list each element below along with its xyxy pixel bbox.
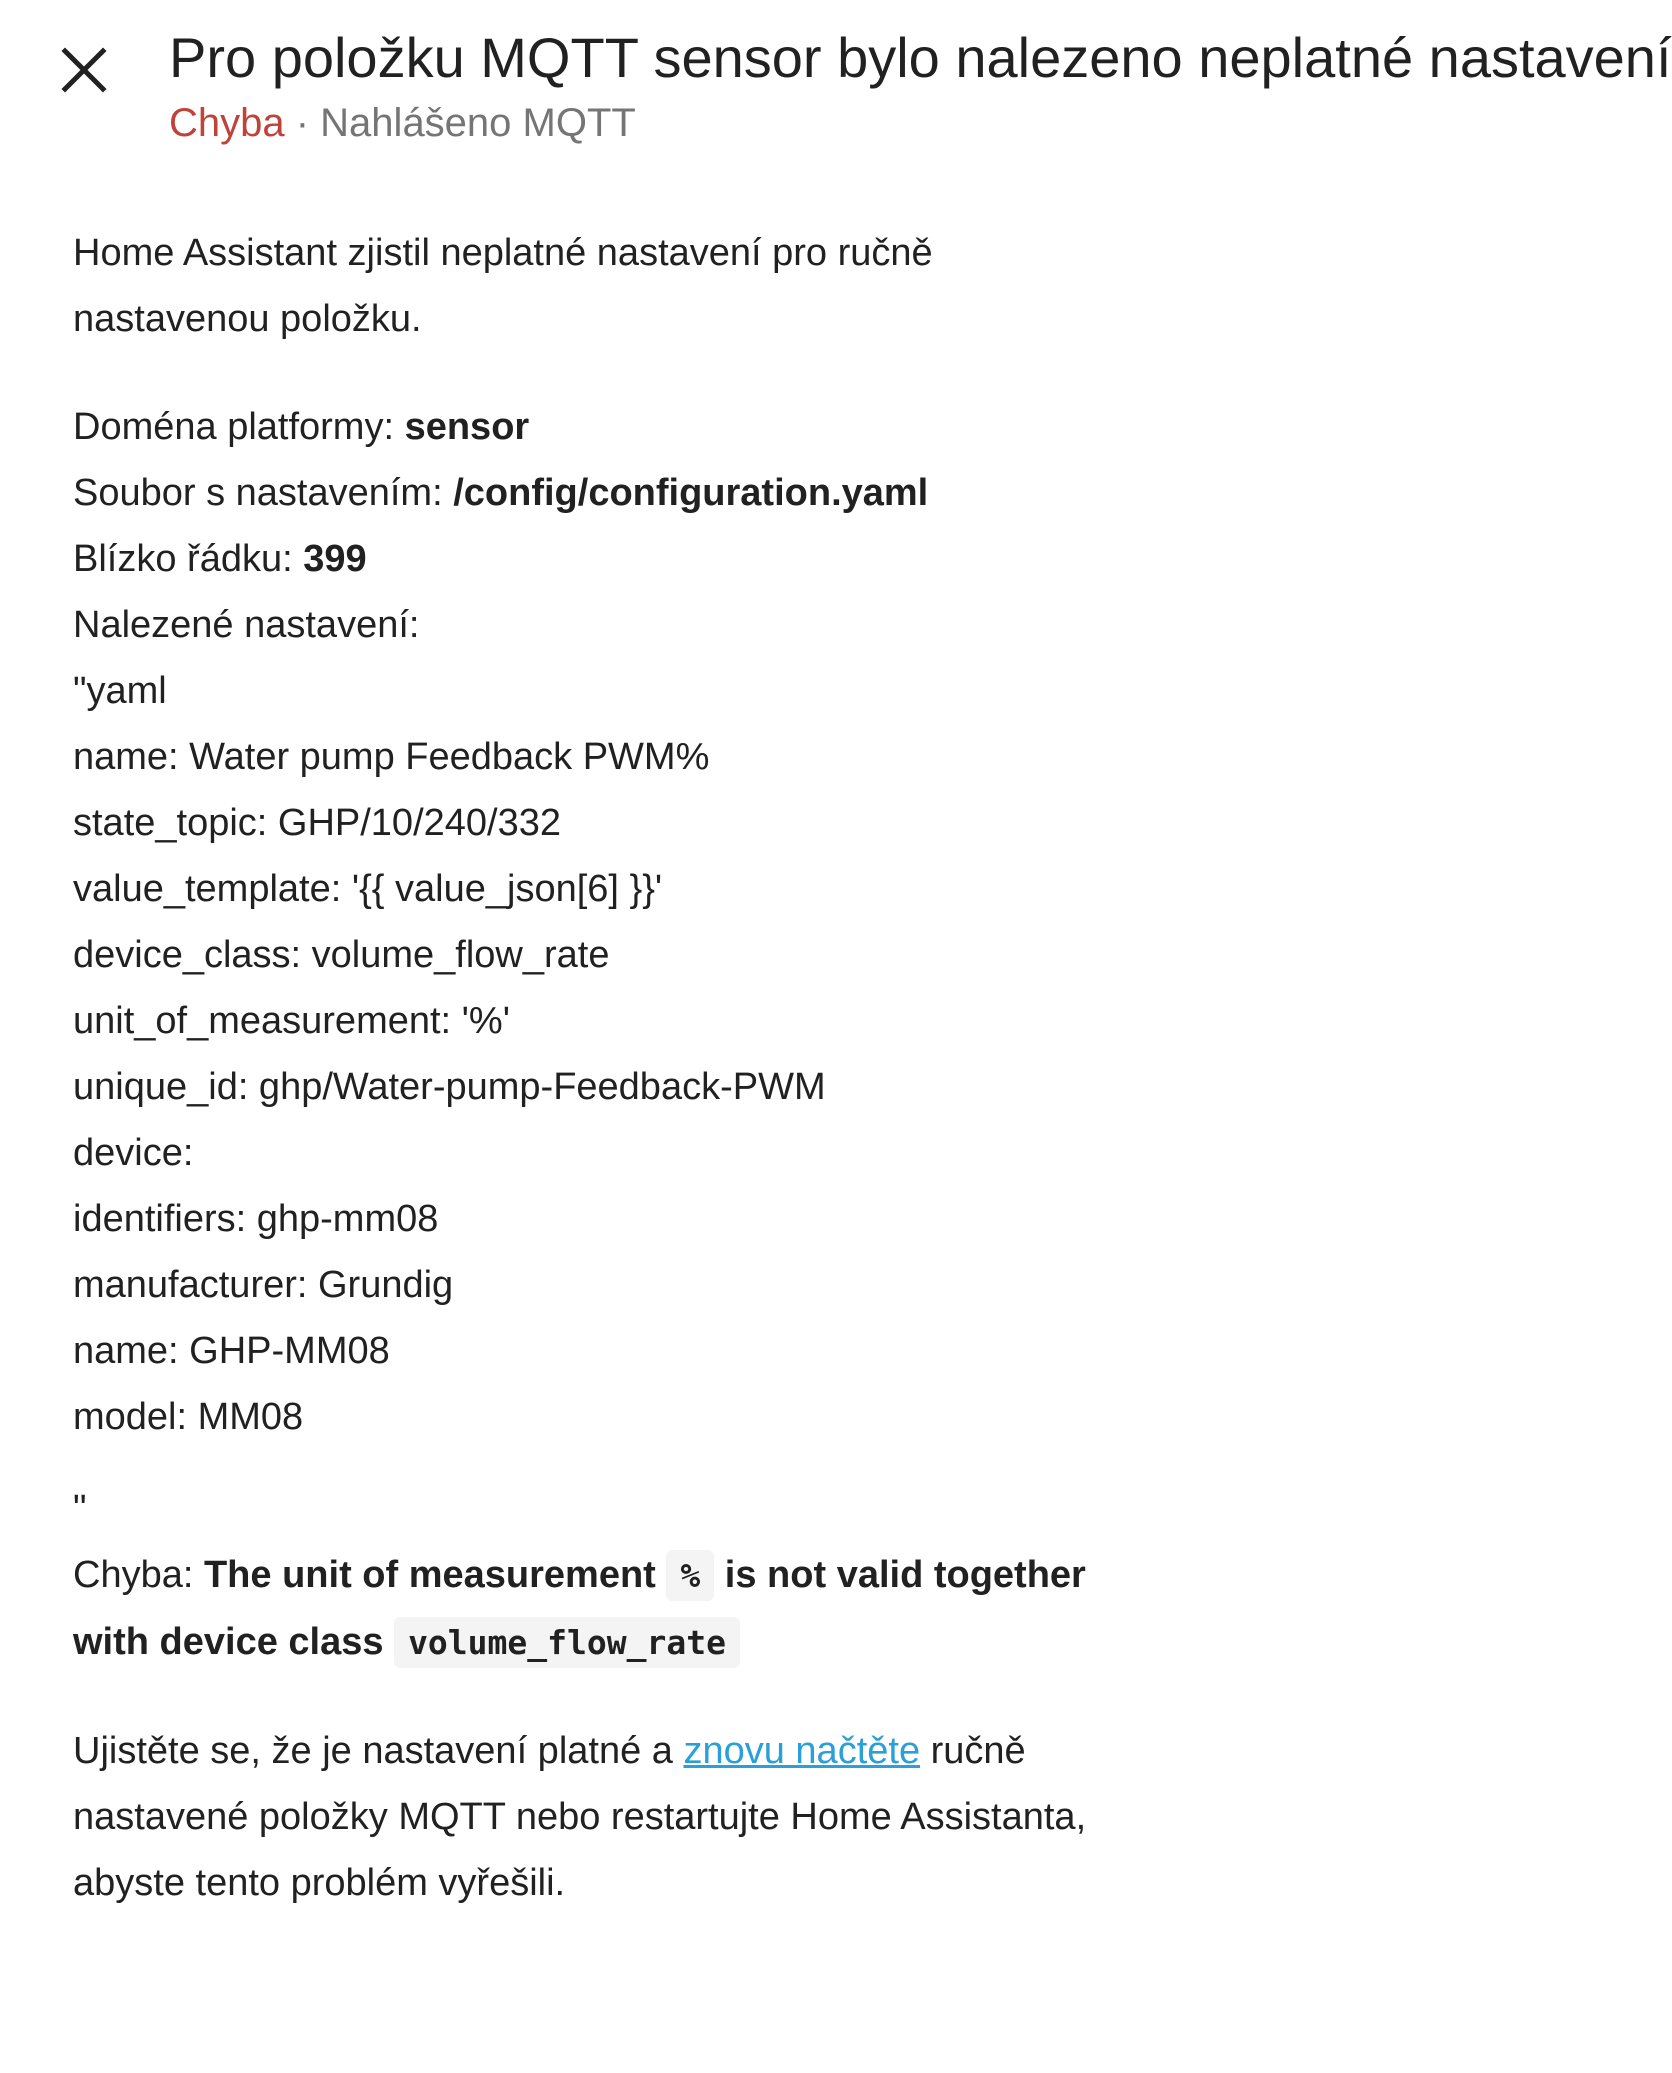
error-text-part2: is not valid together with device class: [73, 1554, 1086, 1663]
yaml-line: identifiers: ghp-mm08: [73, 1198, 439, 1240]
yaml-open-marker: "yaml: [73, 670, 167, 712]
error-unit-code: %: [666, 1550, 714, 1601]
yaml-line: value_template: '{{ value_json[6] }}': [73, 868, 663, 910]
resolve-instructions: [73, 1718, 1113, 1916]
config-file-row: [73, 460, 1113, 526]
error-message: [73, 1542, 1113, 1676]
platform-domain-row: [73, 394, 1113, 460]
severity-label: Chyba: [169, 101, 285, 145]
yaml-line: name: GHP-MM08: [73, 1330, 390, 1372]
platform-domain-value: sensor: [404, 406, 530, 448]
close-button[interactable]: [44, 30, 124, 110]
yaml-close-marker: ": [73, 1488, 87, 1530]
error-label: Chyba:: [73, 1554, 204, 1596]
spacer: [73, 1450, 1113, 1476]
error-device-class-code: volume_flow_rate: [394, 1617, 740, 1668]
yaml-line: manufacturer: Grundig: [73, 1264, 454, 1306]
near-line-label: Blízko řádku:: [73, 538, 304, 580]
yaml-line: unique_id: ghp/Water-pump-Feedback-PWM: [73, 1066, 826, 1108]
found-config-label: Nalezené nastavení:: [73, 604, 420, 646]
close-icon: [59, 45, 109, 95]
dialog-header: [0, 0, 1672, 170]
yaml-line: device:: [73, 1132, 194, 1174]
yaml-line: state_topic: GHP/10/240/332: [73, 802, 561, 844]
intro-text: Home Assistant zjistil neplatné nastavení pro ručně nastavenou položku.: [73, 232, 933, 340]
near-line-row: [73, 526, 1113, 592]
resolve-text-after: ručně nastavené položky MQTT nebo restartujte Home Assistanta, abyste tento problém vyřešili.: [73, 1730, 1087, 1904]
details-block: [73, 394, 1113, 1542]
yaml-line: unit_of_measurement: '%': [73, 1000, 510, 1042]
reported-by-label: Nahlášeno MQTT: [320, 101, 636, 145]
dialog-title: Pro položku MQTT sensor bylo nalezeno neplatné nastavení: [169, 26, 1672, 89]
yaml-line: name: Water pump Feedback PWM%: [73, 736, 710, 778]
reload-link[interactable]: znovu načtěte: [683, 1730, 921, 1772]
yaml-line: device_class: volume_flow_rate: [73, 934, 610, 976]
dialog-content: [73, 220, 1113, 1916]
dialog-subtitle: [169, 98, 636, 148]
near-line-value: 399: [303, 538, 367, 580]
resolve-text-before: Ujistěte se, že je nastavení platné a: [73, 1730, 684, 1772]
config-file-label: Soubor s nastavením:: [73, 472, 454, 514]
platform-domain-label: Doména platformy:: [73, 406, 405, 448]
yaml-line: model: MM08: [73, 1396, 304, 1438]
subtitle-separator: ·: [284, 101, 321, 145]
config-file-value: /config/configuration.yaml: [453, 472, 929, 514]
error-text-part1: The unit of measurement: [203, 1554, 667, 1596]
